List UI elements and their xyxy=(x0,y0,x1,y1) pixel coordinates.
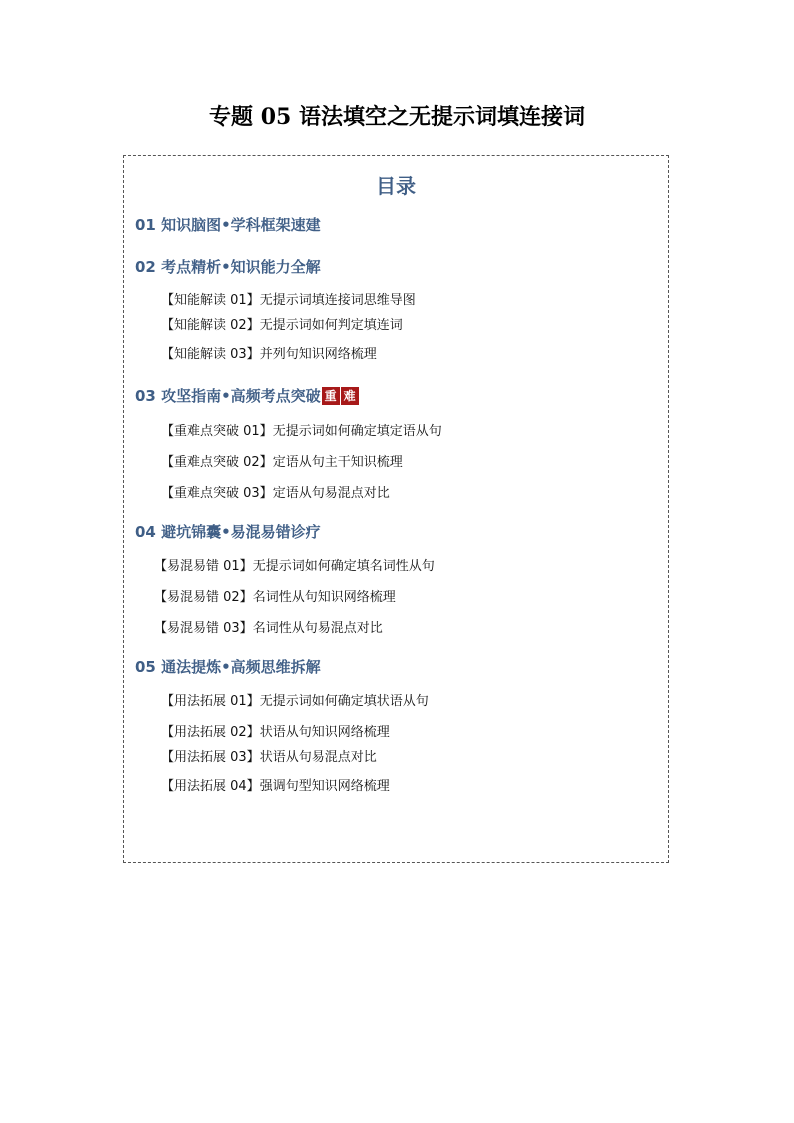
toc-item-label: 【用法拓展 02】 xyxy=(161,725,260,740)
toc-item-label: 【用法拓展 04】 xyxy=(161,779,260,794)
toc-item-text: 状语从句易混点对比 xyxy=(259,750,377,765)
key-point-badge: 重 xyxy=(322,387,340,405)
toc-item-label: 【易混易错 03】 xyxy=(154,621,253,636)
toc-item-text: 无提示词如何确定填名词性从句 xyxy=(252,559,435,574)
difficult-point-badge: 难 xyxy=(341,387,359,405)
toc-item[interactable] xyxy=(161,291,416,311)
toc-item[interactable] xyxy=(161,422,442,442)
toc-item[interactable] xyxy=(154,619,383,639)
page-title: 专题 05 语法填空之无提示词填连接词 xyxy=(209,104,585,130)
toc-item-text: 无提示词填连接词思维导图 xyxy=(259,293,416,308)
toc-item-text: 并列句知识网络梳理 xyxy=(259,347,377,362)
toc-section-01[interactable]: 01 知识脑图•学科框架速建 xyxy=(135,216,321,234)
toc-item-label: 【用法拓展 01】 xyxy=(161,694,260,709)
table-of-contents xyxy=(123,155,669,863)
toc-item[interactable] xyxy=(161,723,390,743)
toc-item-text: 强调句型知识网络梳理 xyxy=(259,779,390,794)
toc-item[interactable] xyxy=(161,316,403,336)
toc-item-text: 定语从句主干知识梳理 xyxy=(272,455,403,470)
toc-item-text: 名词性从句易混点对比 xyxy=(252,621,383,636)
toc-item-label: 【用法拓展 03】 xyxy=(161,750,260,765)
toc-section-title: 03 攻坚指南•高频考点突破 xyxy=(135,387,321,405)
toc-item-label: 【重难点突破 02】 xyxy=(161,455,273,470)
toc-item[interactable] xyxy=(161,453,403,473)
toc-item-text: 无提示词如何判定填连词 xyxy=(259,318,403,333)
toc-section-04[interactable]: 04 避坑锦囊•易混易错诊疗 xyxy=(135,523,321,541)
toc-section-02[interactable]: 02 考点精析•知识能力全解 xyxy=(135,258,321,276)
toc-section-05[interactable]: 05 通法提炼•高频思维拆解 xyxy=(135,658,321,676)
toc-item-label: 【重难点突破 01】 xyxy=(161,424,273,439)
toc-item-label: 【重难点突破 03】 xyxy=(161,486,273,501)
toc-item-label: 【知能解读 01】 xyxy=(161,293,260,308)
toc-item[interactable] xyxy=(161,345,377,365)
toc-item-text: 定语从句易混点对比 xyxy=(272,486,390,501)
toc-item[interactable] xyxy=(161,692,429,712)
toc-heading: 目录 xyxy=(376,174,416,198)
toc-item-text: 无提示词如何确定填状语从句 xyxy=(259,694,429,709)
toc-item-label: 【易混易错 01】 xyxy=(154,559,253,574)
toc-item[interactable] xyxy=(161,777,390,797)
toc-item-label: 【知能解读 02】 xyxy=(161,318,260,333)
toc-item-label: 【知能解读 03】 xyxy=(161,347,260,362)
toc-item[interactable] xyxy=(161,484,390,504)
toc-item[interactable] xyxy=(154,557,435,577)
toc-item[interactable] xyxy=(161,748,377,768)
toc-item[interactable] xyxy=(154,588,396,608)
toc-item-text: 状语从句知识网络梳理 xyxy=(259,725,390,740)
toc-section-03[interactable] xyxy=(135,385,359,407)
toc-item-text: 名词性从句知识网络梳理 xyxy=(252,590,396,605)
toc-item-text: 无提示词如何确定填定语从句 xyxy=(272,424,442,439)
toc-item-label: 【易混易错 02】 xyxy=(154,590,253,605)
